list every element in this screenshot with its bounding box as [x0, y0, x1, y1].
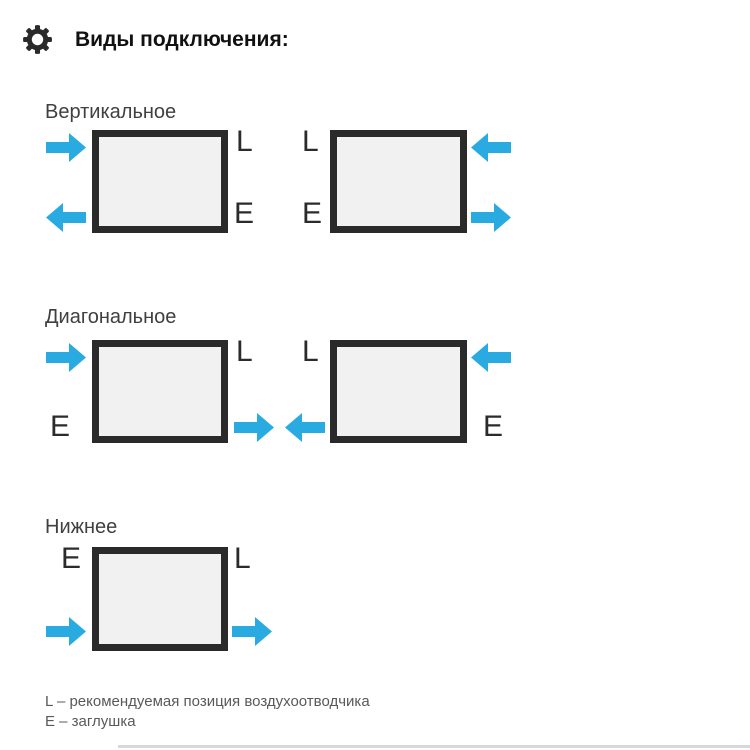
air-vent-port-label: L — [302, 125, 319, 158]
outflow-arrow-icon — [234, 413, 274, 442]
legend-line-air-vent: L – рекомендуемая позиция воздухоотводчика — [45, 693, 370, 710]
plug-port-label: E — [483, 410, 504, 443]
air-vent-port-label: L — [236, 125, 253, 158]
radiator-body — [330, 130, 467, 233]
air-vent-port-label: L — [234, 542, 251, 575]
gear-icon — [22, 24, 53, 55]
section-title-bottom: Нижнее — [45, 516, 118, 538]
plug-port-label: E — [61, 542, 82, 575]
legend-line-plug: E – заглушка — [45, 713, 136, 730]
page-title: Виды подключения: — [75, 28, 289, 51]
inflow-arrow-icon — [46, 133, 86, 162]
inflow-arrow-icon — [471, 133, 511, 162]
inflow-arrow-icon — [46, 617, 86, 646]
plug-port-label: E — [302, 197, 323, 230]
plug-port-label: E — [50, 410, 71, 443]
radiator-body — [92, 130, 228, 233]
plug-port-label: E — [234, 197, 255, 230]
section-title-diagonal: Диагональное — [45, 306, 177, 328]
outflow-arrow-icon — [232, 617, 272, 646]
outflow-arrow-icon — [285, 413, 325, 442]
air-vent-port-label: L — [236, 335, 253, 368]
bottom-divider — [118, 745, 750, 748]
inflow-arrow-icon — [471, 343, 511, 372]
inflow-arrow-icon — [46, 343, 86, 372]
outflow-arrow-icon — [471, 203, 511, 232]
air-vent-port-label: L — [302, 335, 319, 368]
section-title-vertical: Вертикальное — [45, 101, 177, 123]
legend — [45, 692, 370, 732]
radiator-body — [330, 340, 467, 443]
outflow-arrow-icon — [46, 203, 86, 232]
radiator-body — [92, 340, 228, 443]
radiator-body — [92, 547, 228, 651]
